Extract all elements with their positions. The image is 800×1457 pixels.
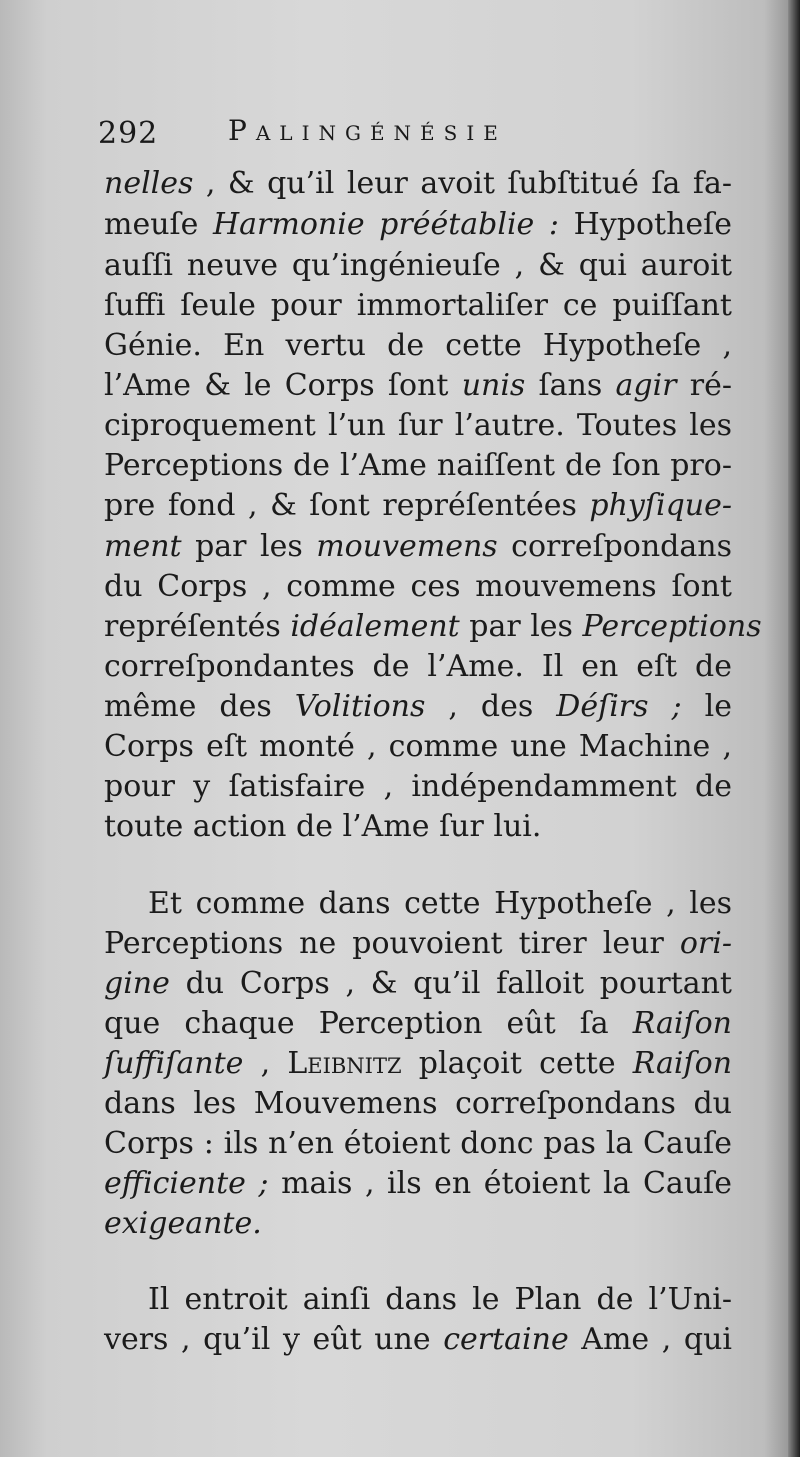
- text-run: Perceptions ne pouvoient tirer leur: [104, 926, 680, 961]
- text-line: [148, 1280, 732, 1320]
- text-line: [104, 286, 732, 326]
- text-run: repréſentés: [104, 609, 291, 644]
- text-run: Génie. En vertu de cette Hypotheſe ,: [104, 328, 732, 363]
- page-number: 292: [98, 116, 159, 151]
- italic-word: ment: [104, 529, 182, 564]
- text-line: [104, 486, 732, 526]
- text-line: [104, 1320, 732, 1360]
- running-title: Palingénésie: [228, 114, 507, 147]
- text-line: [104, 1084, 732, 1124]
- text-run: Corps : ils n’en étoient donc pas la Cauſe: [104, 1126, 732, 1161]
- italic-word: unis: [461, 368, 526, 403]
- italic-word: exigeante.: [104, 1206, 262, 1241]
- text-run: toute action de l’Ame ſur lui.: [104, 809, 542, 844]
- text-line: [104, 687, 732, 727]
- text-run: plaçoit cette: [401, 1046, 633, 1081]
- text-line: [104, 647, 732, 687]
- italic-word: nelles: [104, 166, 194, 201]
- italic-word: gine: [104, 966, 170, 1001]
- text-line: [104, 326, 732, 366]
- text-run: mais , ils en étoient la Cauſe: [268, 1166, 732, 1201]
- italic-word: mouvemens: [316, 529, 498, 564]
- text-line: [104, 1124, 732, 1164]
- italic-word: ſuffiſante: [104, 1046, 244, 1081]
- text-run: ciproquement l’un ſur l’autre. Toutes les: [104, 408, 732, 443]
- text-run: vers , qu’il y eût une: [104, 1322, 444, 1357]
- text-run: ,: [243, 1046, 288, 1081]
- italic-word: Déſirs ;: [556, 689, 682, 724]
- italic-word: Raiſon: [632, 1006, 732, 1041]
- text-run: , des: [425, 689, 557, 724]
- text-run: Ame , qui: [568, 1322, 732, 1357]
- text-line: [148, 884, 732, 924]
- italic-word: efficiente ;: [104, 1166, 269, 1201]
- text-run: ré-: [676, 368, 732, 403]
- text-line: [104, 366, 732, 406]
- text-run: Hypotheſe: [559, 207, 733, 242]
- text-run: le: [681, 689, 733, 724]
- text-run: par les: [459, 609, 583, 644]
- text-line: [104, 446, 732, 486]
- italic-word: agir: [615, 368, 677, 403]
- italic-word: ori-: [679, 926, 732, 961]
- text-run: meuſe: [104, 207, 213, 242]
- text-line: [104, 924, 732, 964]
- text-line: [104, 807, 732, 847]
- text-run: ſuffi ſeule pour immortaliſer ce puiſſant: [104, 288, 732, 323]
- text-line: [104, 164, 732, 204]
- text-run: correſpondans: [497, 529, 732, 564]
- text-line: [104, 1204, 732, 1244]
- italic-word: certaine: [443, 1322, 569, 1357]
- text-run: même des: [104, 689, 295, 724]
- text-run: Et comme dans cette Hypotheſe , les: [148, 886, 732, 921]
- italic-word: Perceptions: [582, 609, 762, 644]
- page-edge-shadow: [788, 0, 800, 1457]
- italic-word: Raiſon: [632, 1046, 733, 1081]
- author-name: Leibnitz: [287, 1046, 402, 1081]
- text-run: dans les Mouvemens correſpondans du: [104, 1086, 732, 1121]
- text-line: [104, 727, 732, 767]
- text-run: pre fond , & ſont repréſentées: [104, 488, 590, 523]
- text-run: ſans: [525, 368, 616, 403]
- text-line: [104, 567, 732, 607]
- text-run: du Corps , comme ces mouvemens ſont: [104, 569, 732, 604]
- text-line: [104, 767, 732, 807]
- italic-phrase: Harmonie préétablie :: [213, 207, 560, 242]
- italic-word: Volitions: [294, 689, 426, 724]
- text-line: [104, 964, 732, 1004]
- text-run: pour y ſatisfaire , indépendamment de: [104, 769, 732, 804]
- text-run: Perceptions de l’Ame naiſſent de ſon pro-: [104, 448, 732, 483]
- text-line: [104, 1044, 732, 1084]
- text-run: Il entroit ainſi dans le Plan de l’Uni-: [148, 1282, 732, 1317]
- text-line: [104, 1164, 732, 1204]
- running-head: [98, 112, 738, 156]
- text-line: [104, 607, 762, 647]
- text-run: l’Ame & le Corps ſont: [104, 368, 462, 403]
- text-line: [104, 205, 732, 245]
- text-run: correſpondantes de l’Ame. Il en eſt de: [104, 649, 732, 684]
- text-run: , & qu’il leur avoit ſubſtitué ſa fa-: [193, 166, 732, 201]
- text-run: que chaque Perception eût ſa: [104, 1006, 633, 1041]
- text-line: [104, 406, 732, 446]
- text-line: [104, 246, 732, 286]
- italic-word: phyſique-: [589, 488, 732, 523]
- text-line: [104, 527, 732, 567]
- text-run: auſſi neuve qu’ingénieuſe , & qui auroit: [104, 248, 732, 283]
- text-run: par les: [181, 529, 317, 564]
- italic-word: idéalement: [290, 609, 460, 644]
- text-run: Corps eſt monté , comme une Machine ,: [104, 729, 732, 764]
- text-run: du Corps , & qu’il falloit pourtant: [169, 966, 732, 1001]
- text-line: [104, 1004, 732, 1044]
